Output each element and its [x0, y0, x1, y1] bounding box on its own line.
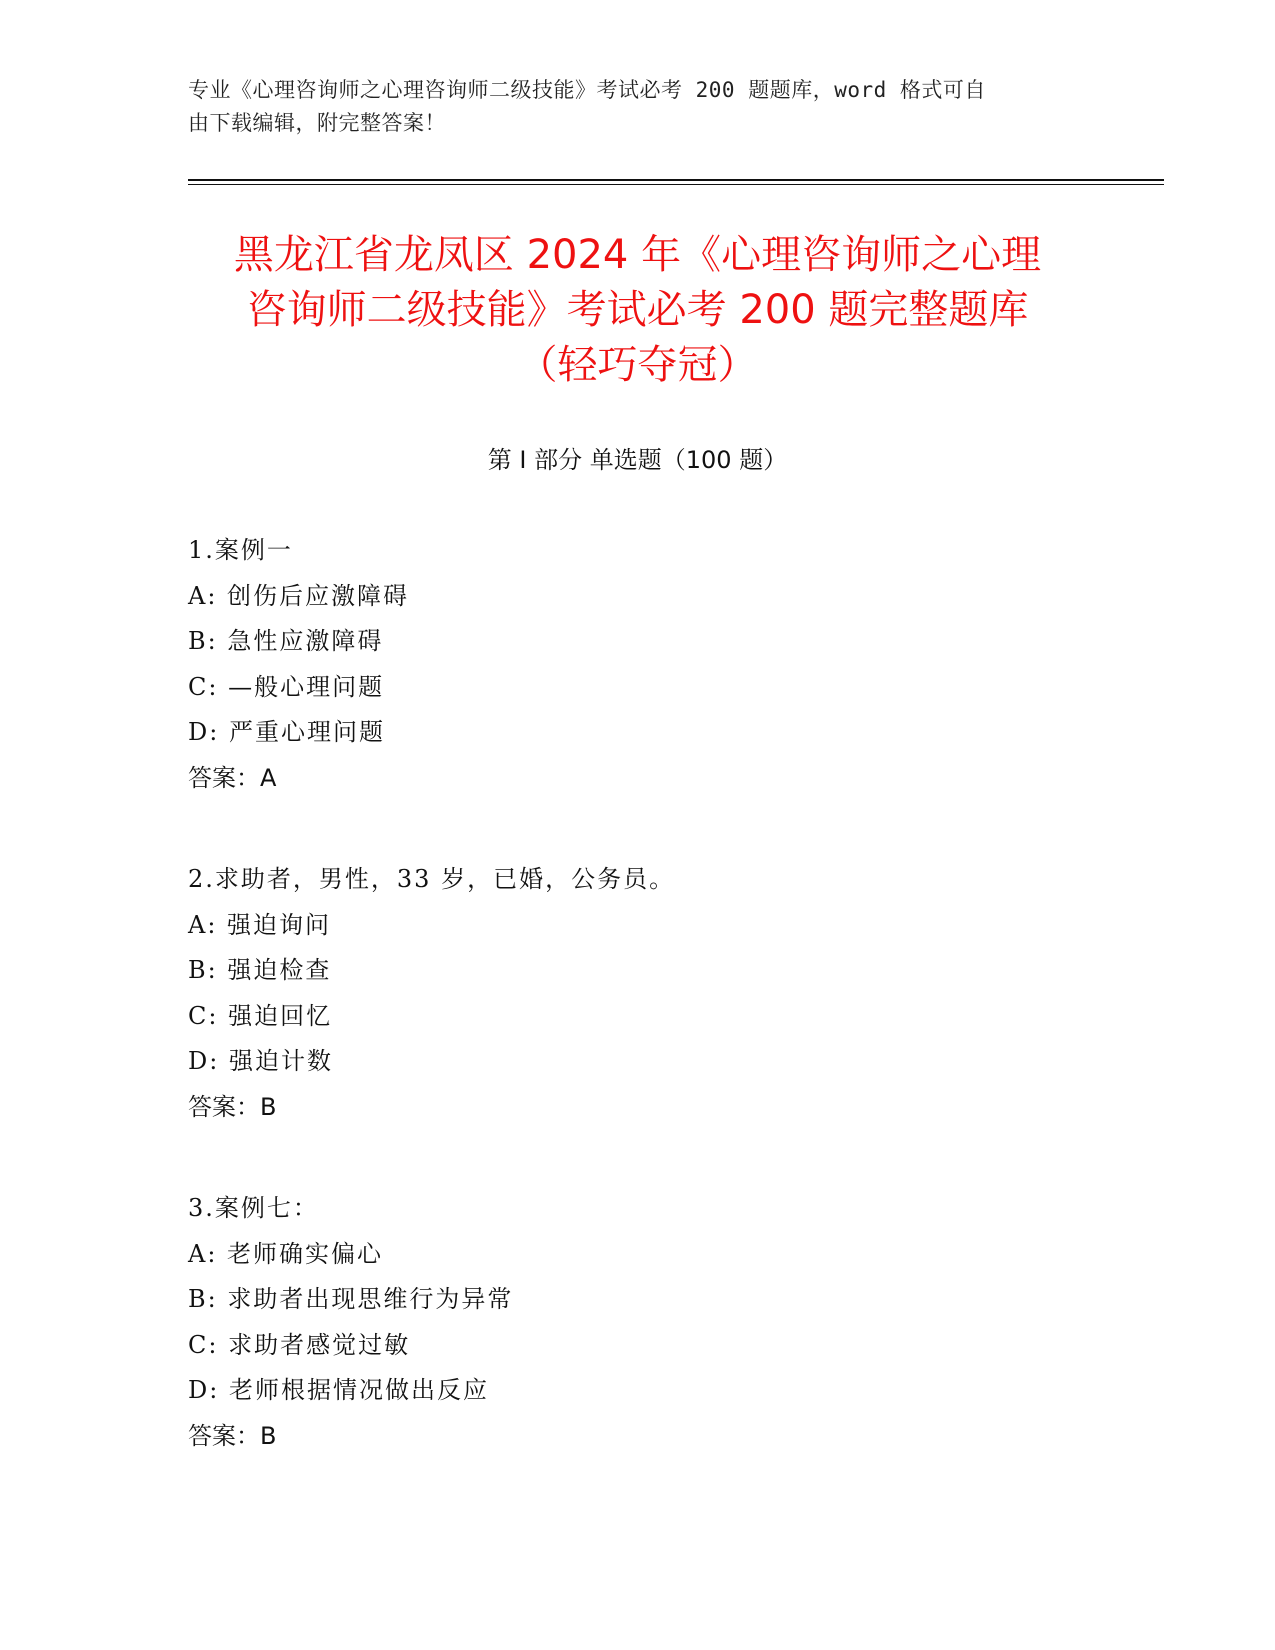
question-2 — [188, 857, 1088, 1130]
option-a: A: 老师确实偏心 — [188, 1239, 384, 1268]
question-stem: 3.案例七： — [188, 1194, 319, 1222]
option-c: C: 强迫回忆 — [188, 1001, 333, 1030]
option-b: B: 强迫检查 — [188, 956, 332, 984]
answer-line: 答案：B — [188, 1421, 277, 1450]
option-c: C: —般心理问题 — [188, 672, 385, 701]
question-stem: 1.案例一 — [188, 536, 293, 564]
title-line-2: 咨询师二级技能》考试必考 200 题完整题库 — [246, 287, 1029, 333]
header-divider-thick — [188, 179, 1164, 181]
intro-text — [188, 74, 1068, 140]
question-list — [188, 528, 1088, 1515]
question-3 — [188, 1186, 1088, 1459]
intro-line-2: 由下载编辑，附完整答案！ — [188, 111, 446, 135]
intro-line-1: 专业《心理咨询师之心理咨询师二级技能》考试必考 200 题题库，word 格式可自 — [188, 78, 986, 102]
answer-line: 答案：A — [188, 763, 277, 792]
option-d: D: 严重心理问题 — [188, 718, 385, 746]
header-divider-thin — [188, 184, 1164, 185]
title-line-3: （轻巧夺冠） — [517, 342, 758, 388]
option-a: A: 强迫询问 — [188, 910, 332, 939]
option-a: A: 创伤后应激障碍 — [188, 581, 410, 610]
section-heading: 第 I 部分 单选题（100 题） — [487, 446, 788, 474]
answer-line: 答案：B — [188, 1092, 277, 1121]
title-line-1: 黑龙江省龙凤区 2024 年《心理咨询师之心理 — [233, 232, 1042, 278]
option-b: B: 急性应激障碍 — [188, 627, 384, 655]
question-stem: 2.求助者，男性，33 岁，已婚，公务员。 — [188, 865, 676, 893]
option-d: D: 强迫计数 — [188, 1047, 333, 1075]
option-b: B: 求助者出现思维行为异常 — [188, 1285, 514, 1313]
option-d: D: 老师根据情况做出反应 — [188, 1376, 489, 1404]
document-title — [150, 228, 1125, 393]
question-1 — [188, 528, 1088, 801]
option-c: C: 求助者感觉过敏 — [188, 1330, 411, 1359]
